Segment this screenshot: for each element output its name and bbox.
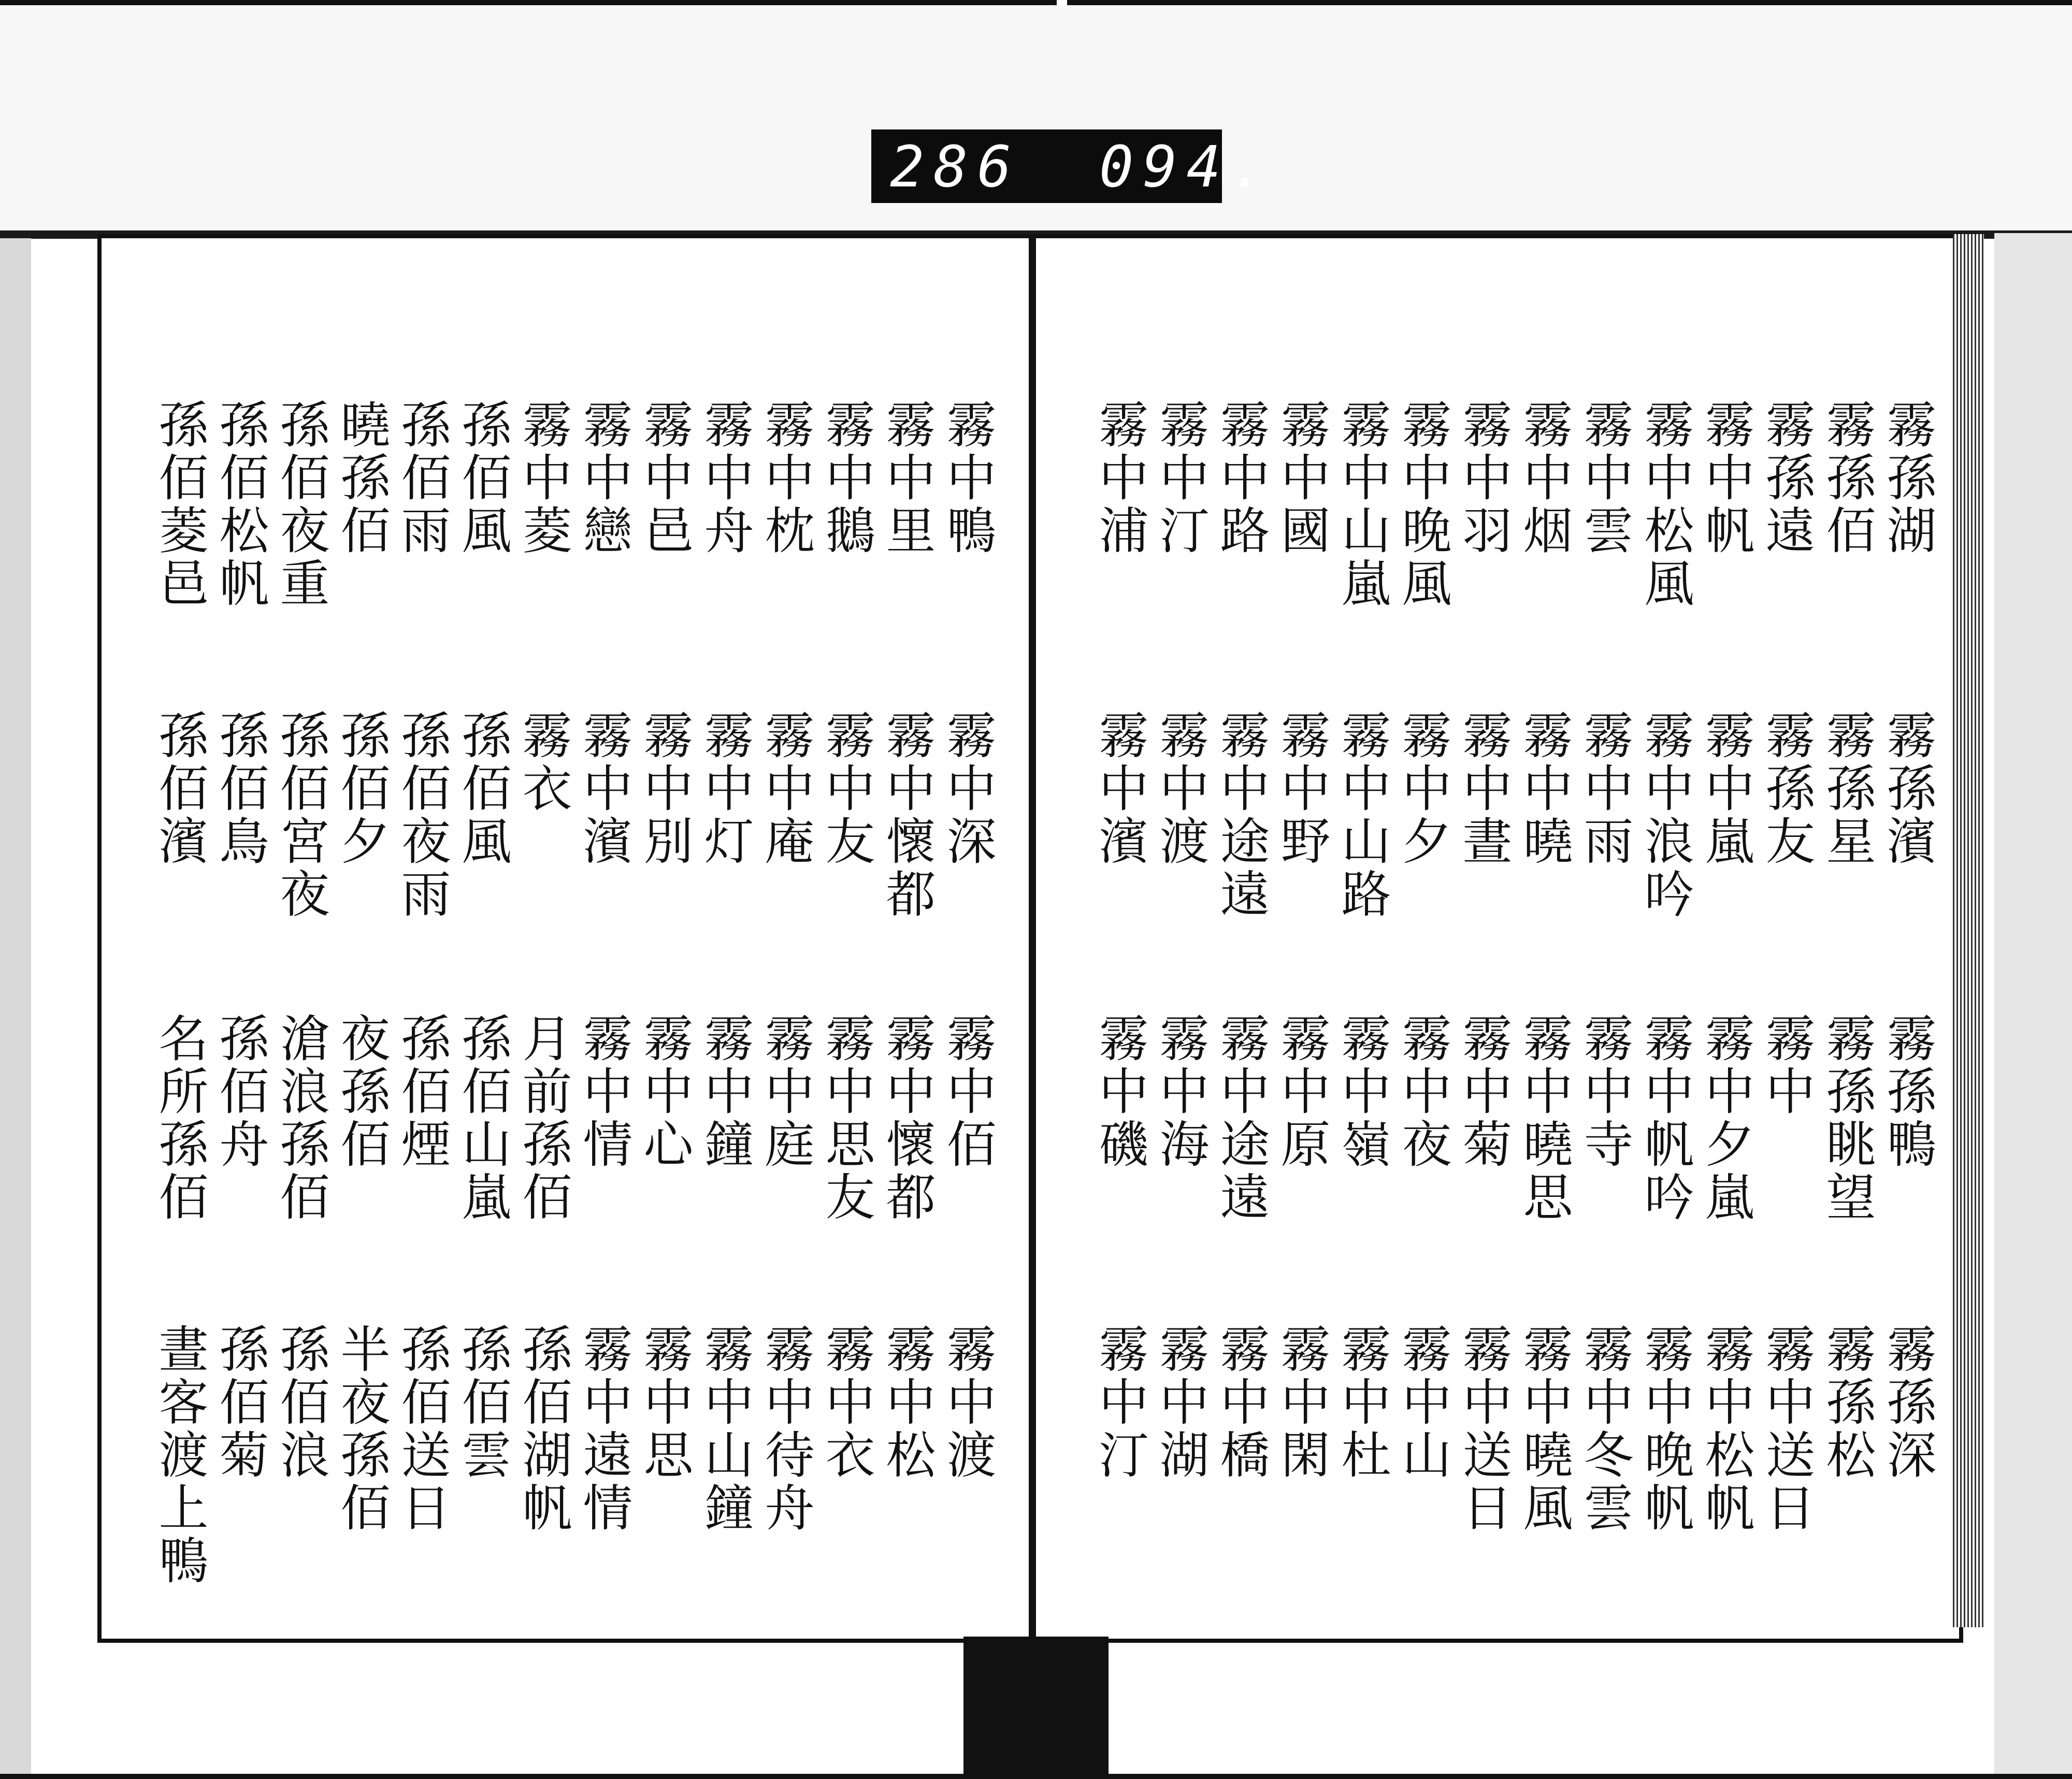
left-page-entry: 霧中心 (636, 1013, 694, 1171)
right-page-entry: 霧中山路 (1333, 710, 1391, 921)
right-page-entry: 霧孫深 (1879, 1323, 1937, 1482)
left-page-entry: 孫佰夜雨 (393, 710, 451, 921)
left-page-entry: 孫佰湖帆 (514, 1323, 572, 1535)
left-page-entry: 孫佰煙 (393, 1013, 451, 1171)
right-page-entry: 霧中冬雲 (1576, 1323, 1634, 1535)
left-page-entry: 霧中菱 (514, 399, 572, 557)
left-page-entry: 孫佰夕 (333, 710, 391, 868)
left-page-entry: 夜孫佰 (333, 1013, 391, 1171)
right-page-entry: 霧中橋 (1212, 1323, 1270, 1482)
film-top-edge (0, 0, 2072, 5)
reel-number: 286 (890, 134, 1021, 200)
right-page-entry: 霧中曉思 (1515, 1013, 1573, 1224)
right-page-entry: 霧中途遠 (1212, 1013, 1270, 1224)
right-page-entry: 霧中曉風 (1515, 1323, 1573, 1535)
left-page-entry: 霧中鵝 (817, 399, 875, 557)
film-top-gap (1057, 0, 1067, 5)
left-page-entry: 霧中鴨 (939, 399, 997, 557)
left-page-entry: 曉孫佰 (333, 399, 391, 557)
right-page-entry: 霧中 (1758, 1013, 1816, 1118)
left-page-entry: 霧中山鐘 (696, 1323, 754, 1535)
left-page-entry: 孫佰松帆 (211, 399, 269, 610)
right-page-entry: 霧中山嵐 (1333, 399, 1391, 610)
right-page-entry: 霧中夜 (1394, 1013, 1452, 1171)
right-page-entry: 霧中夕嵐 (1697, 1013, 1755, 1224)
right-page-entry: 霧中送日 (1455, 1323, 1513, 1535)
left-page-entry: 月前孫佰 (514, 1013, 572, 1224)
left-page-entry: 霧中懷都 (878, 1013, 936, 1224)
right-page-entry: 霧中晚風 (1394, 399, 1452, 610)
right-page-entry: 霧孫友 (1758, 710, 1816, 868)
right-page-entry: 霧中路 (1212, 399, 1270, 557)
left-page-entry: 霧中情 (575, 1013, 633, 1171)
right-page-entry: 霧孫濱 (1879, 710, 1937, 868)
left-page-entry: 霧中濱 (575, 710, 633, 868)
left-page-entry: 霧中思友 (817, 1013, 875, 1224)
right-page-entry: 霧中晚帆 (1636, 1323, 1694, 1535)
right-page-entry: 霧中磯 (1091, 1013, 1149, 1171)
right-page-entry: 霧中烟 (1515, 399, 1573, 557)
right-page-entry: 霧中嵐 (1697, 710, 1755, 868)
left-page-entry: 霧中里 (878, 399, 936, 557)
left-page-entry: 霧中枕 (757, 399, 815, 557)
right-page-entry: 霧中曉 (1515, 710, 1573, 868)
left-page-entry: 名所孫佰 (151, 1013, 209, 1224)
right-page-entry: 霧中杜 (1333, 1323, 1391, 1482)
right-page-entry: 霧中野 (1273, 710, 1331, 868)
left-page-entry: 霧中懷都 (878, 710, 936, 921)
right-page-entry: 霧中菊 (1455, 1013, 1513, 1171)
left-page-entry: 晝客渡上鴨 (151, 1323, 209, 1587)
left-page-entry: 孫佰舟 (211, 1013, 269, 1171)
right-page-entry: 霧中夕 (1394, 710, 1452, 868)
left-page-entry: 霧中庵 (757, 710, 815, 868)
left-page-entry: 霧中戀 (575, 399, 633, 557)
right-page-entry: 霧中湖 (1152, 1323, 1210, 1482)
right-page-entry: 霧中雲 (1576, 399, 1634, 557)
right-page-entry: 霧中閑 (1273, 1323, 1331, 1482)
left-page-entry: 孫佰雨 (393, 399, 451, 557)
film-right-margin (1994, 233, 2072, 1779)
right-page-entry: 霧孫湖 (1879, 399, 1937, 557)
left-page-entry: 霧中思 (636, 1323, 694, 1482)
left-page-entry: 霧中待舟 (757, 1323, 815, 1535)
right-page-entry: 霧中羽 (1455, 399, 1513, 557)
right-page-entry: 霧中海 (1152, 1013, 1210, 1171)
right-page-entry: 霧中浪吟 (1636, 710, 1694, 921)
left-page-entry: 孫佰風 (454, 399, 512, 557)
right-page-entry: 霧中帆 (1697, 399, 1755, 557)
film-bottom-edge (0, 1774, 2072, 1779)
right-page-entry: 霧孫松 (1818, 1323, 1876, 1482)
left-page-entry: 孫佰浪 (272, 1323, 330, 1482)
right-page-entry: 霧中送日 (1758, 1323, 1816, 1535)
right-page-entry: 霧中雨 (1576, 710, 1634, 868)
right-page-entry: 霧中山 (1394, 1323, 1452, 1482)
left-page-entry: 孫佰夜重 (272, 399, 330, 610)
frame-number: 094. (1099, 134, 1274, 200)
right-page-entry: 霧中國 (1273, 399, 1331, 557)
left-page-entry: 孫佰鳥 (211, 710, 269, 868)
left-page-entry: 孫佰宮夜 (272, 710, 330, 921)
right-page-entry: 霧中浦 (1091, 399, 1149, 557)
right-page-entry: 霧孫星 (1818, 710, 1876, 868)
left-page-entry: 孫佰送日 (393, 1323, 451, 1535)
left-page-entry: 孫佰風 (454, 710, 512, 868)
right-page-entry: 霧中松風 (1636, 399, 1694, 610)
left-page-entry: 霧中深 (939, 710, 997, 868)
gutter-shadow (963, 1637, 1109, 1779)
left-page-entry: 孫佰菱邑 (151, 399, 209, 610)
left-page-entry: 霧中灯 (696, 710, 754, 868)
left-page-entry: 霧中別 (636, 710, 694, 868)
left-page-entry: 霧衣 (514, 710, 572, 815)
left-page-entry: 孫佰濱 (151, 710, 209, 868)
left-page-entry: 霧中友 (817, 710, 875, 868)
right-page-entry: 霧中松帆 (1697, 1323, 1755, 1535)
left-page-entry: 孫佰菊 (211, 1323, 269, 1482)
left-page-entry: 霧中庭 (757, 1013, 815, 1171)
right-page-entry: 霧中帆吟 (1636, 1013, 1694, 1224)
right-page-entry: 霧孫佰 (1818, 399, 1876, 557)
left-page-entry: 霧中佰 (939, 1013, 997, 1171)
left-page-entry: 孫佰雲 (454, 1323, 512, 1482)
frame-counter-label (871, 129, 1274, 203)
left-page-entry: 霧中衣 (817, 1323, 875, 1482)
film-left-margin (0, 238, 31, 1779)
right-page-entry: 霧孫鴨 (1879, 1013, 1937, 1171)
right-page-entry: 霧中汀 (1152, 399, 1210, 557)
left-page-entry: 孫佰山嵐 (454, 1013, 512, 1224)
right-page-entry: 霧中嶺 (1333, 1013, 1391, 1171)
left-page-entry: 霧中遠情 (575, 1323, 633, 1535)
right-page-entry: 霧中原 (1273, 1013, 1331, 1171)
left-page-entry: 霧中松 (878, 1323, 936, 1482)
left-page-entry: 滄浪孫佰 (272, 1013, 330, 1224)
right-page-entry: 霧中寺 (1576, 1013, 1634, 1171)
right-page-entry: 霧中晝 (1455, 710, 1513, 868)
right-page-entry: 霧中汀 (1091, 1323, 1149, 1482)
left-page-entry: 半夜孫佰 (333, 1323, 391, 1535)
left-page-entry: 霧中鐘 (696, 1013, 754, 1171)
right-page-entry: 霧中濱 (1091, 710, 1149, 868)
right-page-entry: 霧中渡 (1152, 710, 1210, 868)
right-page-entry: 霧孫眺望 (1818, 1013, 1876, 1224)
book-edge (1953, 234, 1984, 1627)
left-page-entry: 霧中邑 (636, 399, 694, 557)
left-page-entry: 霧中渡 (939, 1323, 997, 1482)
right-page-entry: 霧孫遠 (1758, 399, 1816, 557)
left-page-entry: 霧中舟 (696, 399, 754, 557)
right-page-entry: 霧中途遠 (1212, 710, 1270, 921)
